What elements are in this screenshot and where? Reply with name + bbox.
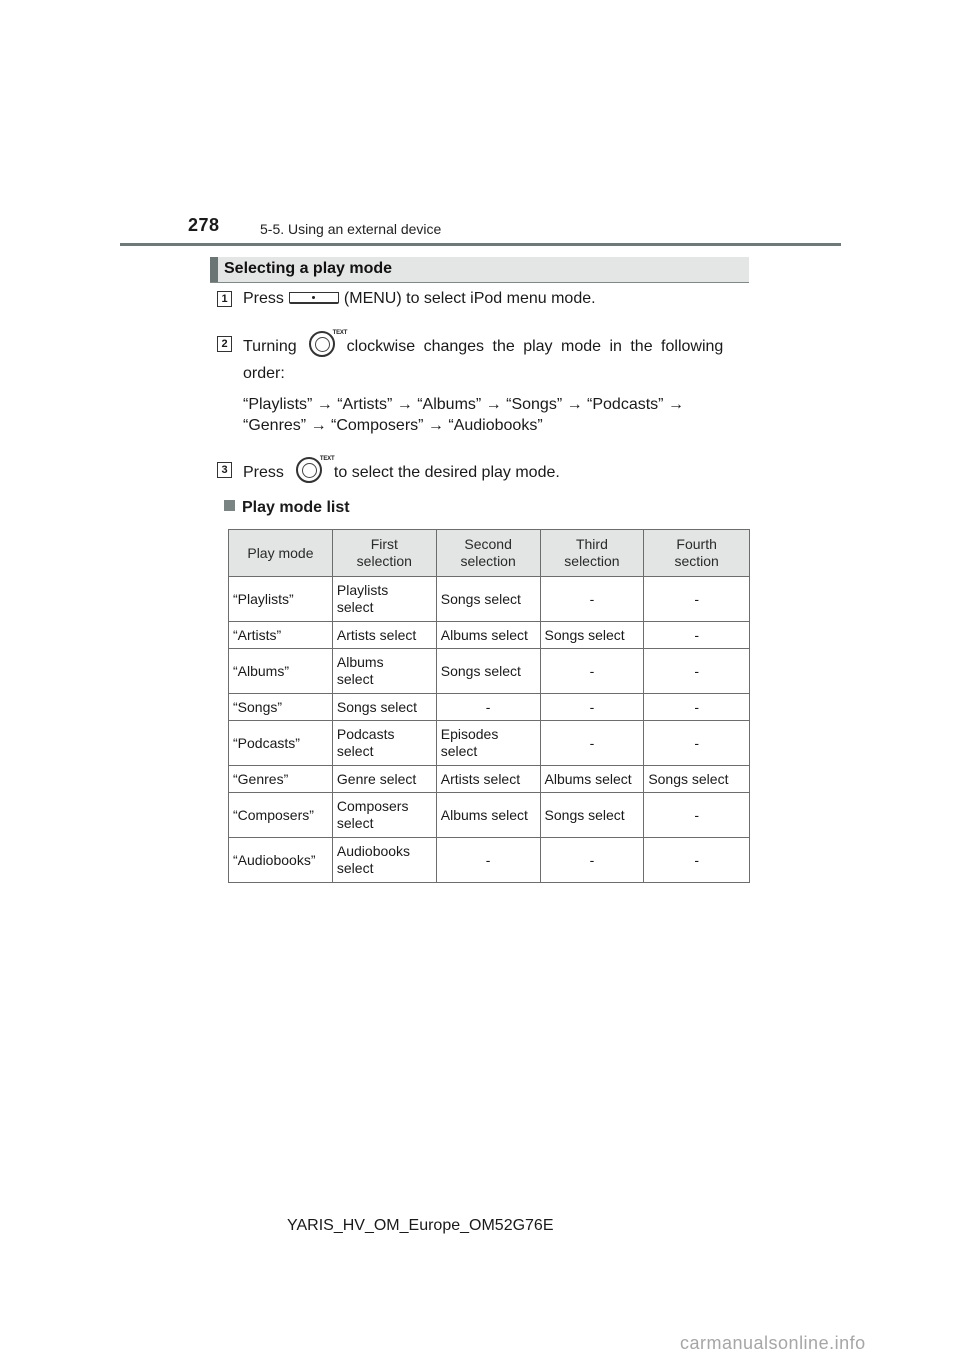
step-text-before: Press	[243, 290, 284, 307]
table-cell: “Songs”	[229, 694, 333, 721]
table-cell: -	[540, 721, 644, 766]
table-cell: Playlists select	[332, 577, 436, 622]
table-cell: “Albums”	[229, 649, 333, 694]
step-text-after: (MENU) to select iPod menu mode.	[343, 290, 596, 307]
step-text-after: to select the desired play mode.	[333, 464, 560, 482]
table-row	[229, 694, 750, 721]
table-cell: “Genres”	[229, 766, 333, 793]
table-row	[229, 577, 750, 622]
table-cell: Audiobooks select	[332, 838, 436, 883]
play-mode-table	[228, 529, 750, 883]
subsection-heading	[224, 499, 350, 517]
table-cell: Albums select	[332, 649, 436, 694]
step-text-before: Press	[243, 464, 284, 482]
table-cell: “Artists”	[229, 622, 333, 649]
table-cell: -	[540, 577, 644, 622]
table-row	[229, 793, 750, 838]
table-cell: -	[436, 694, 540, 721]
table-cell: “Playlists”	[229, 577, 333, 622]
table-cell: -	[436, 838, 540, 883]
section-title: Selecting a play mode	[224, 260, 393, 277]
column-header: Play mode	[229, 530, 333, 577]
table-cell: -	[644, 793, 750, 838]
menu-button-icon	[289, 292, 339, 304]
table-cell: Songs select	[436, 577, 540, 622]
column-header: Third selection	[540, 530, 644, 577]
table-cell: -	[644, 622, 750, 649]
table-cell: -	[540, 649, 644, 694]
table-cell: -	[644, 649, 750, 694]
table-cell: Albums select	[436, 793, 540, 838]
table-cell: Songs select	[540, 622, 644, 649]
table-cell: -	[540, 694, 644, 721]
table-row	[229, 766, 750, 793]
column-header: Second selection	[436, 530, 540, 577]
play-mode-order-line-2: “Genres” → “Composers” → “Audiobooks”	[243, 417, 543, 434]
watermark: carmanualsonline.info	[680, 1333, 866, 1353]
table-cell: “Podcasts”	[229, 721, 333, 766]
tune-knob-icon: TEXT	[296, 457, 322, 483]
step-number-badge: 2	[217, 336, 232, 352]
table-cell: Podcasts select	[332, 721, 436, 766]
step-text-after: clockwise changes the play mode in the following	[346, 338, 724, 356]
table-row	[229, 721, 750, 766]
step-text-continuation: order:	[243, 365, 285, 382]
table-cell: Artists select	[332, 622, 436, 649]
table-cell: Albums select	[540, 766, 644, 793]
table-cell: Artists select	[436, 766, 540, 793]
tune-knob-icon: TEXT	[309, 331, 335, 357]
table-cell: Songs select	[540, 793, 644, 838]
table-cell: Songs select	[644, 766, 750, 793]
table-cell: Songs select	[332, 694, 436, 721]
step-number-badge: 3	[217, 462, 232, 478]
column-header: Fourth section	[644, 530, 750, 577]
section-path: 5-5. Using an external device	[260, 221, 442, 237]
step-text	[243, 289, 596, 309]
table-cell: -	[540, 838, 644, 883]
header-divider	[120, 243, 841, 246]
table-cell: “Composers”	[229, 793, 333, 838]
step-text	[243, 330, 748, 360]
square-bullet-icon	[224, 500, 235, 511]
subsection-title: Play mode list	[242, 499, 350, 516]
table-row	[229, 622, 750, 649]
column-header: First selection	[332, 530, 436, 577]
play-mode-order-line-1: “Playlists” → “Artists” → “Albums” → “Songs” → “Podcasts” →	[243, 396, 684, 413]
document-id-footer: YARIS_HV_OM_Europe_OM52G76E	[287, 1217, 554, 1234]
table-row	[229, 838, 750, 883]
table-cell: Genre select	[332, 766, 436, 793]
step-text	[243, 456, 560, 486]
step-text-before: Turning	[243, 338, 297, 356]
section-title-bar	[210, 257, 749, 283]
table-cell: “Audiobooks”	[229, 838, 333, 883]
page-number: 278	[188, 215, 220, 235]
table-cell: -	[644, 577, 750, 622]
table-cell: Songs select	[436, 649, 540, 694]
table-cell: -	[644, 694, 750, 721]
table-cell: Albums select	[436, 622, 540, 649]
step-number-badge: 1	[217, 291, 232, 307]
table-cell: Episodes select	[436, 721, 540, 766]
table-cell: -	[644, 721, 750, 766]
table-row	[229, 649, 750, 694]
table-cell: Composers select	[332, 793, 436, 838]
table-cell: -	[644, 838, 750, 883]
table-header-row	[229, 530, 750, 577]
section-accent	[210, 257, 218, 282]
